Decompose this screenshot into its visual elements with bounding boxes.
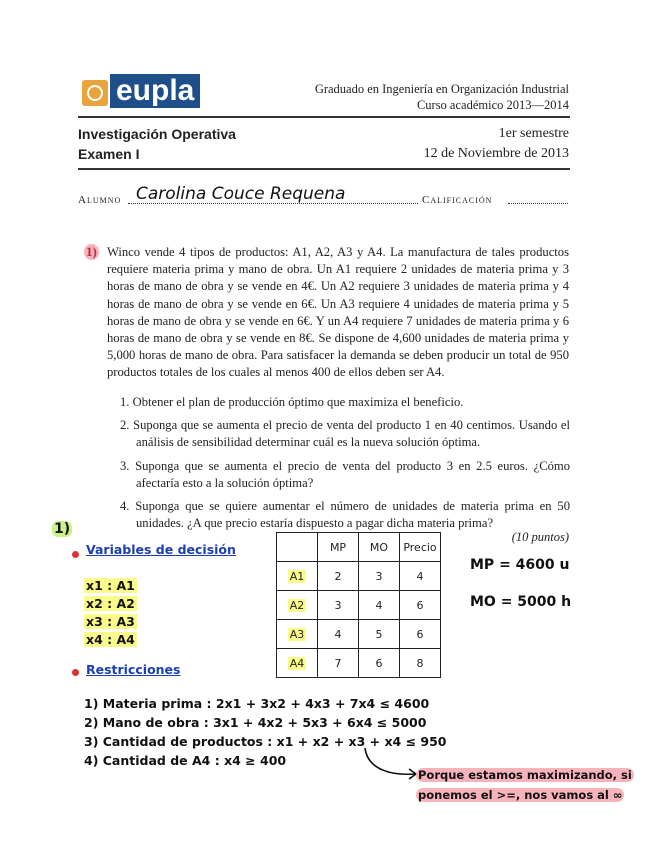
table-cell: 7 xyxy=(318,649,359,678)
mo-total: MO = 5000 h xyxy=(470,594,572,610)
table-cell: 6 xyxy=(400,591,441,620)
semester: 1er semestre xyxy=(498,126,569,141)
arrow-icon xyxy=(355,744,425,784)
table-cell: 8 xyxy=(400,649,441,678)
answer-number: 1) xyxy=(54,521,71,537)
table-cell: 4 xyxy=(359,591,400,620)
restrictions-title: Restricciones xyxy=(86,662,181,677)
table-cell: A3 xyxy=(277,620,318,649)
note-line-2: ponemos el >=, nos vamos al ∞ xyxy=(418,788,623,802)
problem-item: 3. Suponga que se aumenta el precio de venta del producto 3 en 2.5 euros. ¿Cómo afectaría esto a la solución óptima? xyxy=(120,458,570,490)
eupla-logo: eupla xyxy=(110,74,200,108)
table-cell: MO xyxy=(359,533,400,562)
mp-total: MP = 4600 u xyxy=(470,557,570,573)
exam-title: Examen I xyxy=(78,146,140,162)
student-name: Carolina Couce Requena xyxy=(136,184,346,204)
table-row xyxy=(277,533,441,562)
variable-item: x3 : A3 xyxy=(86,614,135,629)
problem-number: 1) xyxy=(86,244,97,259)
table-cell: 6 xyxy=(359,649,400,678)
bullet-icon xyxy=(72,551,79,558)
header-rule xyxy=(78,116,570,118)
restriction-item: 3) Cantidad de productos : x1 + x2 + x3 + x4 ≤ 950 xyxy=(84,734,447,749)
subheader-rule xyxy=(78,168,570,170)
variable-item: x4 : A4 xyxy=(86,632,135,647)
variables-title: Variables de decisión xyxy=(86,542,236,557)
note-line-1: Porque estamos maximizando, si xyxy=(418,768,632,782)
table-cell xyxy=(277,533,318,562)
table-cell: A1 xyxy=(277,562,318,591)
table-cell: 5 xyxy=(359,620,400,649)
restriction-item: 1) Materia prima : 2x1 + 3x2 + 4x3 + 7x4 ≤ 4600 xyxy=(84,696,430,711)
table-cell: 4 xyxy=(400,562,441,591)
variable-item: x2 : A2 xyxy=(86,596,135,611)
grade-dotted-line xyxy=(508,203,568,204)
table-row xyxy=(277,620,441,649)
table-cell: 3 xyxy=(359,562,400,591)
table-cell: 6 xyxy=(400,620,441,649)
subject-title: Investigación Operativa xyxy=(78,126,236,142)
student-label: Alumno xyxy=(78,194,122,206)
table-cell: 3 xyxy=(318,591,359,620)
table-cell: MP xyxy=(318,533,359,562)
problem-items xyxy=(120,394,570,538)
exam-date: 12 de Noviembre de 2013 xyxy=(423,146,569,161)
data-table xyxy=(276,532,441,678)
problem-text: Winco vende 4 tipos de productos: A1, A2, A3 y A4. La manufactura de tales productos requiere materia prima y mano de obra. Un A1 requiere 2 unidades de materia prima y 3 horas de mano de obra y se vende en 4€. Un A2 requiere 3 unidades de materia prima y 4 horas de mano de obra y se vende en 6€. Un A3 requiere 4 unidades de materia prima y 5 horas de mano de obra y se vende en 6€. Y un A4 requiere 7 unidades de materia prima y 6 horas de mano de obra y se vende en 8€. Se dispone de 4,600 unidades de materia prima y 5,000 horas de mano de obra. Para satisfacer la demanda se deben producir un total de 950 productos totales de los cuales al menos 400 de ellos deben ser A4. xyxy=(107,245,569,380)
table-cell: A2 xyxy=(277,591,318,620)
restriction-item: 2) Mano de obra : 3x1 + 4x2 + 5x3 + 6x4 ≤ 5000 xyxy=(84,715,427,730)
eupla-logo-mark xyxy=(82,80,108,106)
table-cell: A4 xyxy=(277,649,318,678)
table-row xyxy=(277,649,441,678)
table-cell: 4 xyxy=(318,620,359,649)
table-row xyxy=(277,562,441,591)
problem-item: 4. Suponga que se quiere aumentar el número de unidades de materia prima en 50 unidades. ¿A que precio estaría dispuesto a pagar dicha materia prima? xyxy=(120,499,570,531)
problem-item: 1. Obtener el plan de producción óptimo que maximiza el beneficio. xyxy=(120,395,464,409)
problem-item: 2. Suponga que se aumenta el precio de venta del producto 1 en 40 centimos. Usando el análisis de sensibilidad determinar cuál es la nueva solución óptima. xyxy=(120,418,570,450)
restriction-item: 4) Cantidad de A4 : x4 ≥ 400 xyxy=(84,753,287,768)
bullet-icon xyxy=(72,669,79,676)
degree-title: Graduado en Ingeniería en Organización Industrial xyxy=(314,82,569,96)
table-row xyxy=(277,591,441,620)
points: (10 puntos) xyxy=(511,530,569,544)
table-cell: 2 xyxy=(318,562,359,591)
grade-label: Calificación xyxy=(422,194,493,206)
course-year: Curso académico 2013—2014 xyxy=(416,98,569,112)
table-cell: Precio xyxy=(400,533,441,562)
variable-item: x1 : A1 xyxy=(86,578,135,593)
